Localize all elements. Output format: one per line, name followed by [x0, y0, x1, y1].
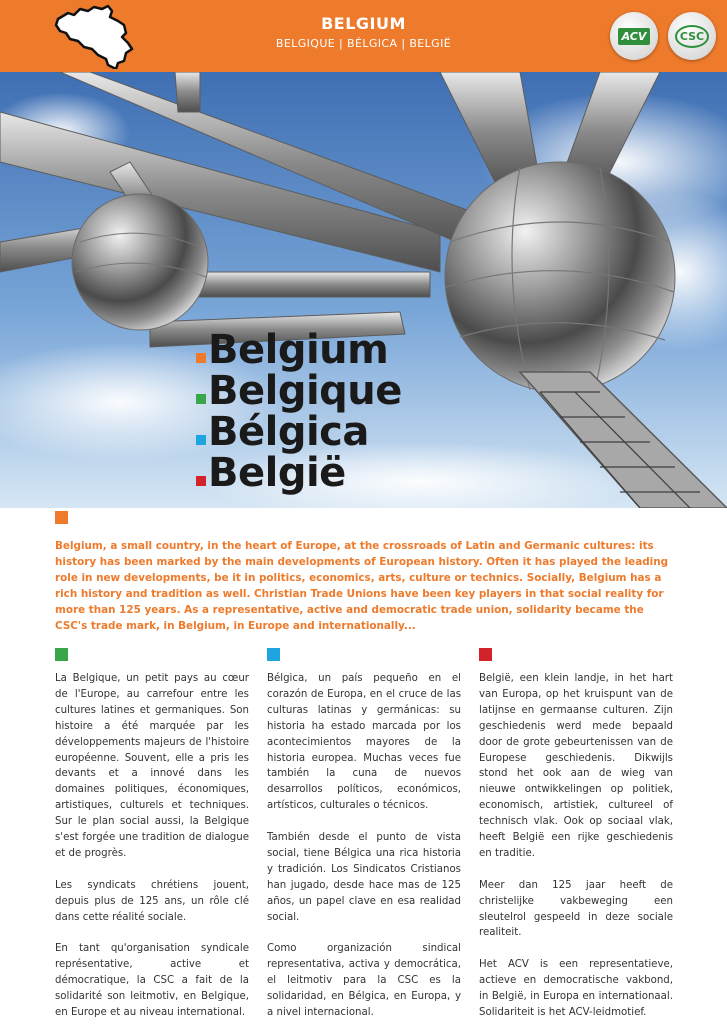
- header-bar: [0, 0, 727, 72]
- acv-logo-text: ACV: [618, 28, 651, 45]
- spanish-paragraph: También desde el punto de vista social, tiene Bélgica una rica historia y tradición. Los Sindicatos Cristianos han jugado, desde hace mas de 125 años, un papel clave en esa realidad social.: [267, 832, 461, 923]
- hero-title-dutch: [196, 450, 402, 496]
- hero-title-text: België: [208, 450, 346, 496]
- hero-title-french: [196, 368, 402, 414]
- header-subtitle: BELGIQUE | BÉLGICA | BELGIË: [275, 37, 452, 50]
- dutch-red-square-icon: [479, 648, 492, 661]
- hero-title-spanish: [196, 409, 402, 455]
- blue-square-icon: [196, 435, 206, 445]
- spanish-paragraph: Como organización sindical representativa, activa y democrática, el leitmotiv para la CSC es la solidaridad, en Bélgica, en Europa, y a nivel internacional.: [267, 943, 461, 1018]
- header-title: BELGIUM: [321, 14, 406, 33]
- dutch-paragraph: België, een klein landje, in het hart van Europa, op het kruispunt van de latijnse en germaanse culturen. Zijn geschiedenis werd mede bepaald door de grote gebeurtenissen van de Europese geschiedenis. Dikwijls stond het ook aan de wieg van nieuwe ontwikkelingen op politiek, economisch, artistiek, cultureel of technisch vlak. Ook op sociaal vlak, heeft België een rijke geschiedenis en traditie.: [479, 673, 673, 859]
- hero-photo: [0, 72, 727, 508]
- hero-title-stack: [196, 327, 402, 496]
- acv-logo: [610, 12, 658, 60]
- hero-title-text: Bélgica: [208, 409, 369, 455]
- spanish-blue-square-icon: [267, 648, 280, 661]
- red-square-icon: [196, 476, 206, 486]
- hero-title-text: Belgique: [208, 368, 402, 414]
- belgium-map-icon: [52, 3, 136, 69]
- french-paragraph: Les syndicats chrétiens jouent, depuis plus de 125 ans, un rôle clé dans cette réalité sociale.: [55, 879, 249, 923]
- french-paragraph: La Belgique, un petit pays au cœur de l'Europe, au carrefour entre les cultures latines et germaniques. Son histoire a été marquée par les développements majeurs de l'histoire européenne. Souvent, elle a pris les devants et a innové dans les domaines politiques, économiques, artistiques, culturels et techniques. Sur le plan social aussi, la Belgique s'est forgée une tradition de dialogue et de progrès.: [55, 673, 249, 859]
- hero-title-english: [196, 327, 402, 373]
- hero-title-text: Belgium: [208, 327, 389, 373]
- spanish-paragraph: Bélgica, un país pequeño en el corazón de Europa, en el cruce de las culturas latinas y germánicas: su historia ha estado marcada por los acontecimientos mayores de la historia europea. Muchas veces fue también la cuna de nuevos desarrollos políticos, económicos, artísticos, culturales o técnicos.: [267, 673, 461, 812]
- french-green-square-icon: [55, 648, 68, 661]
- intro-orange-square-icon: [55, 511, 68, 524]
- dutch-paragraph: Het ACV is een representatieve, actieve en democratische vakbond, in België, in Europa en internationaal. Solidariteit is het ACV-leidmotief.: [479, 959, 673, 1018]
- intro-paragraph: Belgium, a small country, in the heart of Europe, at the crossroads of Latin and Germanic cultures: its history has been marked by the main developments of European history. Often it has played the leading role in new developments, be it in politics, economics, arts, culture or technics. Socially, Belgium has a rich history and tradition as well. Christian Trade Unions have been key players in that social reality for more than 125 years. As a representative, active and democratic trade union, solidarity became the CSC's trade mark, in Belgium, in Europe and internationally...: [55, 540, 669, 632]
- french-column: [55, 671, 249, 1024]
- french-paragraph: En tant qu'organisation syndicale représentative, active et démocratique, la CSC a fait de la solidarité son leitmotiv, en Belgique, en Europe et au niveau international.: [55, 943, 249, 1018]
- orange-square-icon: [196, 353, 206, 363]
- dutch-paragraph: Meer dan 125 jaar heeft de christelijke vakbeweging een sleutelrol gespeeld in deze sociale realiteit.: [479, 879, 673, 939]
- spanish-column: [267, 671, 461, 1024]
- dutch-column: [479, 671, 673, 1024]
- green-square-icon: [196, 394, 206, 404]
- csc-logo: [668, 12, 716, 60]
- csc-logo-text: CSC: [675, 25, 709, 48]
